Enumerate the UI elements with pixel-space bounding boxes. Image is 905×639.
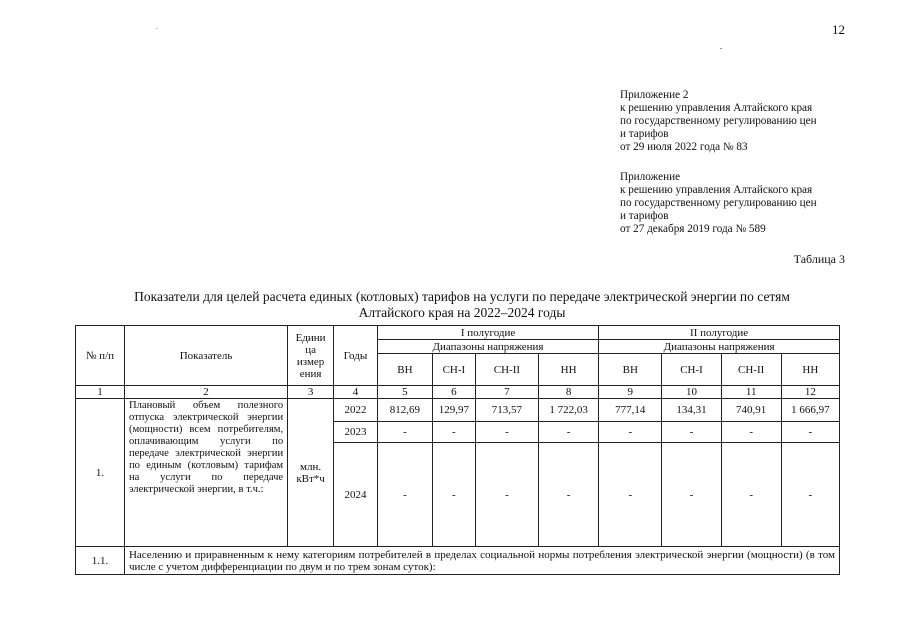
value-cell: - — [599, 422, 662, 443]
column-number: 4 — [334, 386, 378, 399]
header-level: ВН — [377, 354, 432, 386]
header-voltage-ranges: Диапазоны напряжения — [377, 340, 598, 354]
value-cell: 740,91 — [721, 399, 781, 422]
value-cell: - — [721, 422, 781, 443]
value-cell: - — [662, 443, 721, 547]
appendix-line: по государственному регулированию цен — [620, 115, 817, 127]
header-level: ВН — [599, 354, 662, 386]
value-cell: 1 722,03 — [539, 399, 599, 422]
value-cell: - — [781, 443, 839, 547]
year-cell: 2024 — [334, 443, 378, 547]
value-cell: 713,57 — [475, 399, 538, 422]
appendix-line: и тарифов — [620, 210, 669, 222]
column-number: 3 — [288, 386, 334, 399]
header-level: НН — [781, 354, 839, 386]
table-label: Таблица 3 — [793, 252, 845, 266]
row-unit: млн. кВт*ч — [288, 399, 334, 547]
value-cell: 129,97 — [432, 399, 475, 422]
appendix-line: от 27 декабря 2019 года № 589 — [620, 223, 766, 235]
document-title — [74, 289, 850, 321]
indicators-table — [75, 325, 840, 575]
header-level: СН-I — [432, 354, 475, 386]
title-line-1: Показатели для целей расчета единых (котловых) тарифов на услуги по передаче электрической энергии по сетям — [134, 289, 790, 304]
value-cell: - — [599, 443, 662, 547]
header-level: СН-I — [662, 354, 721, 386]
header-level: СН-II — [475, 354, 538, 386]
row-indicator: Плановый объем полезного отпуска электрической энергии (мощности) всем потребителям, оплачивающим услуги по передаче электрической энергии по единым (котловым) тарифам на услуги по передаче электрической энергии, в т.ч.: — [124, 399, 287, 547]
column-number: 5 — [377, 386, 432, 399]
value-cell: - — [432, 422, 475, 443]
appendix-line: к решению управления Алтайского края — [620, 102, 813, 114]
year-cell: 2023 — [334, 422, 378, 443]
header-level: НН — [539, 354, 599, 386]
column-number: 6 — [432, 386, 475, 399]
row-num: 1. — [76, 399, 125, 547]
header-half-2: II полугодие — [599, 326, 840, 340]
header-voltage-ranges: Диапазоны напряжения — [599, 340, 840, 354]
value-cell: - — [781, 422, 839, 443]
value-cell: - — [377, 443, 432, 547]
appendix-line: Приложение — [620, 171, 681, 183]
value-cell: 777,14 — [599, 399, 662, 422]
appendix-line: Приложение 2 — [620, 89, 689, 101]
value-cell: 134,31 — [662, 399, 721, 422]
value-cell: - — [475, 422, 538, 443]
page-number: 12 — [832, 22, 845, 37]
value-cell: - — [377, 422, 432, 443]
value-cell: 812,69 — [377, 399, 432, 422]
column-number: 9 — [599, 386, 662, 399]
header-unit: Едини ца измер ения — [288, 326, 334, 386]
column-number: 1 — [76, 386, 125, 399]
column-number: 10 — [662, 386, 721, 399]
row-num: 1.1. — [76, 547, 125, 575]
title-line-2: Алтайского края на 2022–2024 годы — [358, 305, 566, 320]
header-half-1: I полугодие — [377, 326, 598, 340]
header-level: СН-II — [721, 354, 781, 386]
header-indicator: Показатель — [124, 326, 287, 386]
appendix-block — [620, 171, 860, 236]
row-description: Населению и приравненным к нему категориям потребителей в пределах социальной нормы потребления электрической энергии (мощности) (в том числе с учетом дифференциации по двум и по трем зонам суток): — [124, 547, 839, 575]
value-cell: - — [539, 422, 599, 443]
column-number: 2 — [124, 386, 287, 399]
year-cell: 2022 — [334, 399, 378, 422]
scan-speck — [720, 48, 722, 49]
header-years: Годы — [334, 326, 378, 386]
value-cell: - — [539, 443, 599, 547]
value-cell: - — [432, 443, 475, 547]
column-number: 12 — [781, 386, 839, 399]
column-number: 7 — [475, 386, 538, 399]
value-cell: - — [721, 443, 781, 547]
value-cell: 1 666,97 — [781, 399, 839, 422]
appendix-line: по государственному регулированию цен — [620, 197, 817, 209]
column-number: 8 — [539, 386, 599, 399]
scan-speck — [156, 28, 158, 29]
header-num: № п/п — [76, 326, 125, 386]
appendix-2-block — [620, 89, 860, 154]
column-number: 11 — [721, 386, 781, 399]
value-cell: - — [662, 422, 721, 443]
appendix-line: и тарифов — [620, 128, 669, 140]
appendix-line: от 29 июля 2022 года № 83 — [620, 141, 748, 153]
value-cell: - — [475, 443, 538, 547]
appendix-line: к решению управления Алтайского края — [620, 184, 813, 196]
